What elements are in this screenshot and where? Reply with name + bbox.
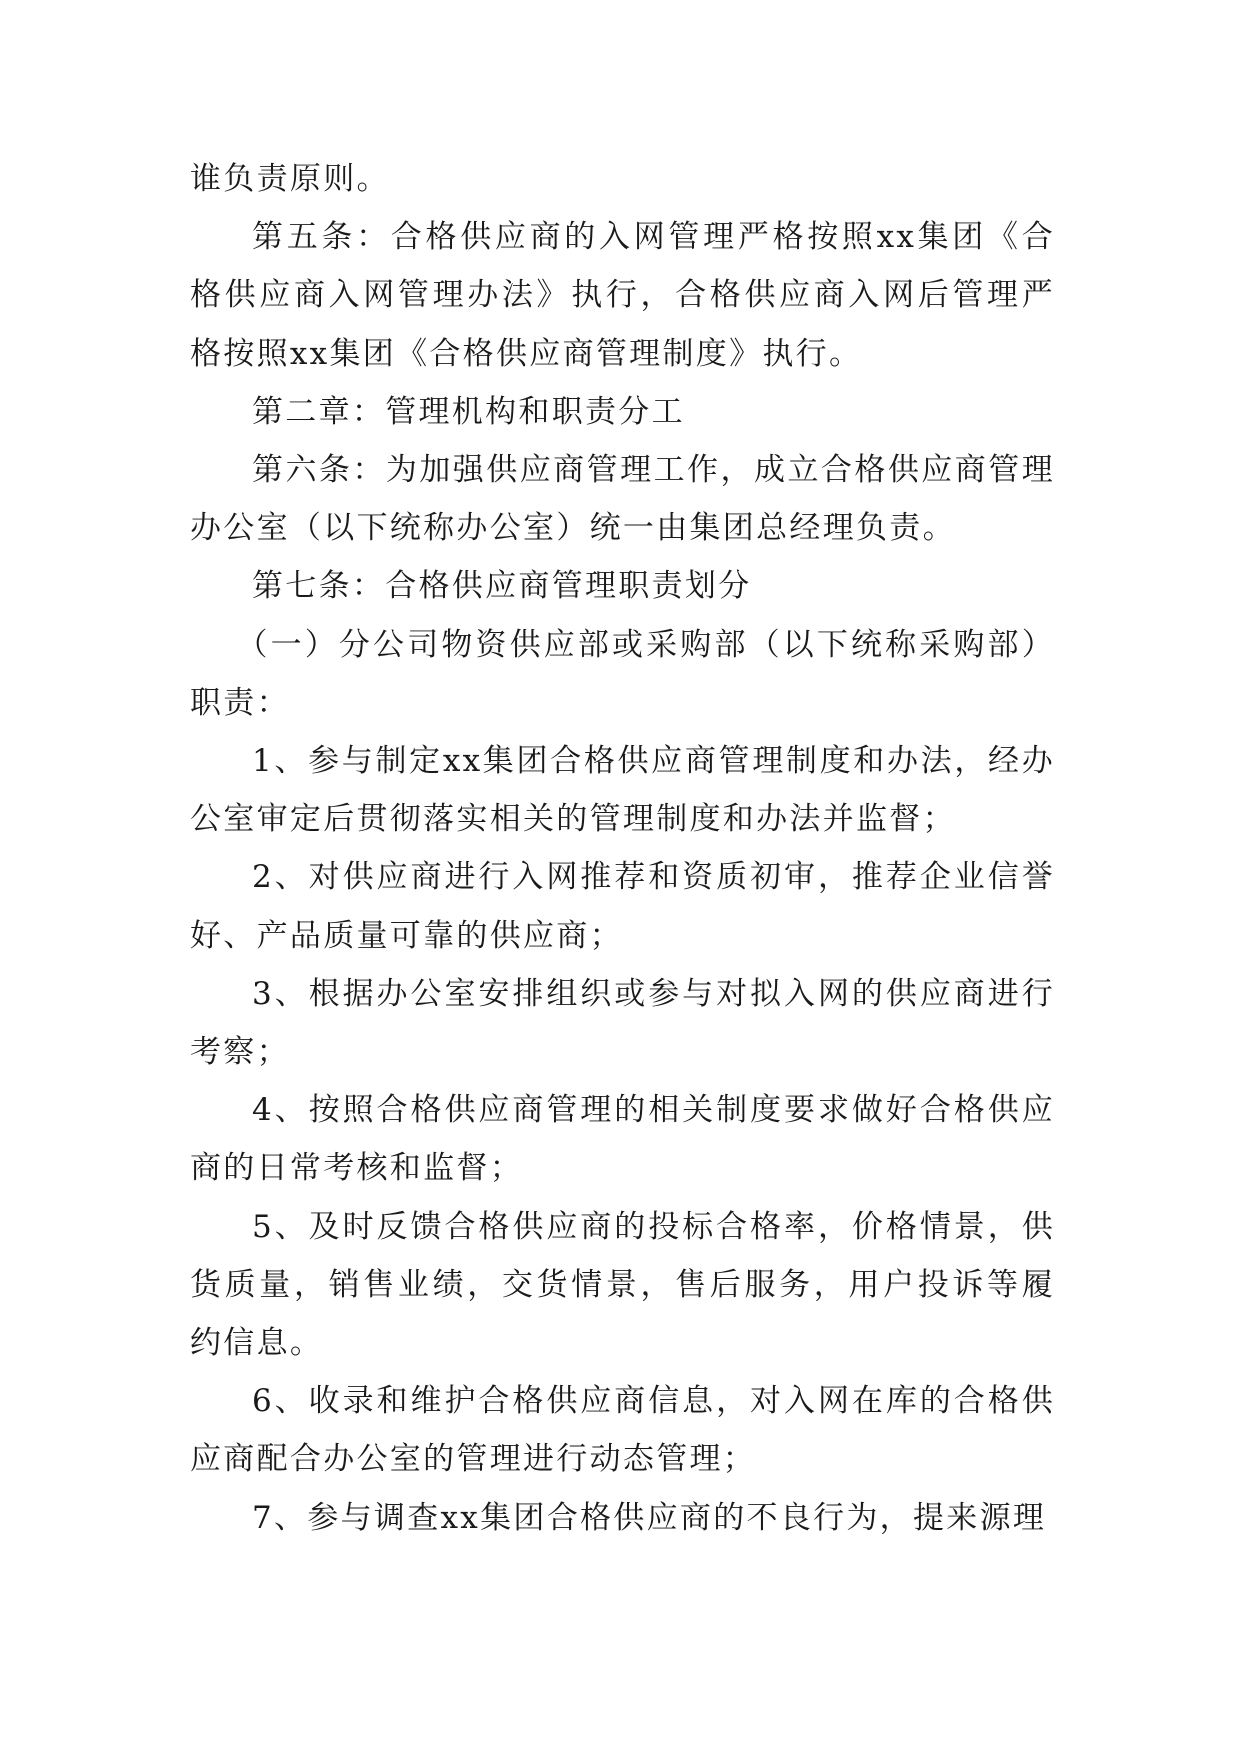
paragraph-article-7: 第七条：合格供应商管理职责划分: [252, 568, 752, 605]
chapter-2-heading: 第二章：管理机构和职责分工: [252, 393, 685, 430]
list-item-4: 4、按照合格供应商管理的相关制度要求做好合格供应商的日常考核和监督；: [190, 1092, 1055, 1187]
list-item-5: 5、及时反馈合格供应商的投标合格率，价格情景，供货质量，销售业绩，交货情景，售后服务，用户投诉等履约信息。: [190, 1208, 1055, 1362]
paragraph-article-5: 第五条：合格供应商的入网管理严格按照xx集团《合格供应商入网管理办法》执行，合格供应商入网后管理严格按照xx集团《合格供应商管理制度》执行。: [190, 219, 1055, 372]
paragraph-continuation: 谁负责原则。: [190, 161, 390, 197]
list-item-3: 3、根据办公室安排组织或参与对拟入网的供应商进行考察；: [190, 975, 1055, 1071]
paragraph-section-1: （一）分公司物资供应部或采购部（以下统称采购部）职责：: [190, 626, 1055, 721]
list-item-7: 7、参与调查xx集团合格供应商的不良行为，提来源理: [252, 1499, 1047, 1536]
paragraph-article-6: 第六条：为加强供应商管理工作，成立合格供应商管理办公室（以下统称办公室）统一由集团总经理负责。: [190, 452, 1055, 547]
list-item-6: 6、收录和维护合格供应商信息，对入网在库的合格供应商配合办公室的管理进行动态管理；: [190, 1383, 1055, 1478]
document-body: [190, 150, 1055, 1547]
list-item-1: 1、参与制定xx集团合格供应商管理制度和办法，经办公室审定后贯彻落实相关的管理制度和办法并监督；: [190, 743, 1055, 838]
list-item-2: 2、对供应商进行入网推荐和资质初审，推荐企业信誉好、产品质量可靠的供应商；: [190, 859, 1055, 954]
